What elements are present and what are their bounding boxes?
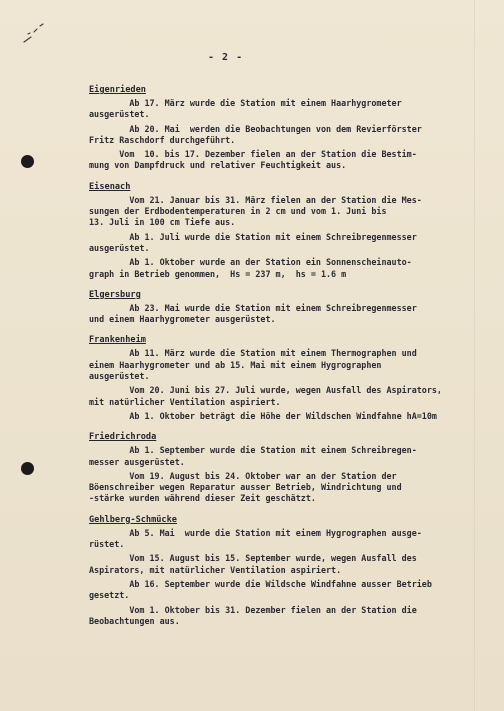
text-line: Ab 1. Oktober wurde an der Station ein Sonnenscheinauto-	[89, 257, 412, 268]
text-line: Ab 5. Mai wurde die Station mit einem Hygrographen ausge-	[89, 527, 422, 538]
text-line: Ab 16. September wurde die Wildsche Windfahne ausser Betrieb	[89, 578, 432, 589]
paragraph	[89, 579, 499, 602]
station-section	[89, 84, 499, 172]
text-line: mit natürlicher Ventilation aspiriert.	[89, 396, 281, 407]
text-line: gesetzt.	[89, 590, 130, 601]
paragraph	[89, 553, 499, 576]
paragraph	[89, 471, 499, 505]
text-line: graph in Betrieb genommen, Hs = 237 m, hs = 1.6 m	[89, 268, 347, 279]
text-line: ausgerüstet.	[89, 371, 150, 382]
paragraph	[89, 257, 499, 280]
punch-hole-bottom	[21, 462, 34, 475]
paragraph	[89, 303, 499, 326]
text-line: Vom 19. August bis 24. Oktober war an der Station der	[89, 470, 397, 481]
text-line: Vom 10. bis 17. Dezember fielen an der Station die Bestim-	[89, 149, 417, 160]
station-section	[89, 514, 499, 627]
station-section	[89, 431, 499, 504]
station-heading: Gehlberg-Schmücke	[89, 514, 177, 525]
paragraph	[89, 411, 499, 422]
text-line: Ab 17. März wurde die Station mit einem Haarhygrometer	[89, 98, 402, 108]
text-line: -stärke wurden während dieser Zeit geschätzt.	[89, 493, 316, 504]
text-line: Ab 20. Mai werden die Beobachtungen von dem Revierförster	[89, 123, 422, 134]
text-line: Vom 15. August bis 15. September wurde, wegen Ausfall des	[89, 553, 417, 564]
punch-hole-top	[21, 155, 34, 168]
paragraph	[89, 605, 499, 628]
station-heading: Friedrichroda	[89, 432, 157, 443]
text-line: Böenschreiber wegen Reparatur ausser Betrieb, Windrichtung und	[89, 482, 402, 493]
text-line: Beobachtungen aus.	[89, 615, 180, 626]
text-line: Vom 21. Januar bis 31. März fielen an der Station die Mes-	[89, 194, 422, 205]
paragraph	[89, 232, 499, 255]
text-line: Ab 23. Mai wurde die Station mit einem Schreibregenmesser	[89, 302, 417, 313]
text-line: Ab 1. Oktober beträgt die Höhe der Wildschen Windfahne hA=10m	[89, 410, 437, 421]
paragraph	[89, 195, 499, 229]
text-line: Ab 1. September wurde die Station mit einem Schreibregen-	[89, 445, 417, 456]
text-line: sungen der Erdbodentemperaturen in 2 cm und vom 1. Juni bis	[89, 206, 387, 217]
text-line: 13. Juli in 100 cm Tiefe aus.	[89, 217, 236, 228]
text-line: Fritz Raschdorf durchgeführt.	[89, 134, 236, 145]
station-heading: Elgersburg	[89, 289, 141, 300]
paragraph	[89, 124, 499, 147]
paragraph	[89, 348, 499, 382]
text-line: Vom 20. Juni bis 27. Juli wurde, wegen Ausfall des Aspirators,	[89, 385, 442, 396]
text-line: messer ausgerüstet.	[89, 456, 185, 467]
station-section	[89, 289, 499, 326]
text-line: einem Haarhygrometer und ab 15. Mai mit einem Hygrographen	[89, 359, 382, 370]
text-line: Aspirators, mit natürlicher Ventilation aspiriert.	[89, 564, 342, 575]
page-number: - 2 -	[208, 52, 244, 63]
station-heading: Eigenrieden	[89, 85, 146, 95]
station-heading: Eisenach	[89, 181, 131, 192]
text-line: mung von Dampfdruck und relativer Feuchtigkeit aus.	[89, 160, 347, 171]
text-line: rüstet.	[89, 539, 125, 550]
paragraph	[89, 445, 499, 468]
paragraph	[89, 528, 499, 551]
text-line: Vom 1. Oktober bis 31. Dezember fielen an der Station die	[89, 604, 417, 615]
paragraph	[89, 149, 499, 172]
text-line: ausgerüstet.	[89, 109, 150, 120]
text-line: Ab 11. März wurde die Station mit einem Thermographen und	[89, 348, 417, 359]
station-heading: Frankenheim	[89, 335, 146, 346]
paragraph	[89, 385, 499, 408]
text-line: ausgerüstet.	[89, 242, 150, 253]
station-section	[89, 334, 499, 422]
text-line: Ab 1. Juli wurde die Station mit einem Schreibregenmesser	[89, 231, 417, 242]
station-section	[89, 181, 499, 280]
text-line: und einem Haarhygrometer ausgerüstet.	[89, 314, 276, 325]
pencil-mark	[22, 22, 48, 44]
paragraph	[89, 98, 499, 121]
document-body	[89, 84, 499, 636]
